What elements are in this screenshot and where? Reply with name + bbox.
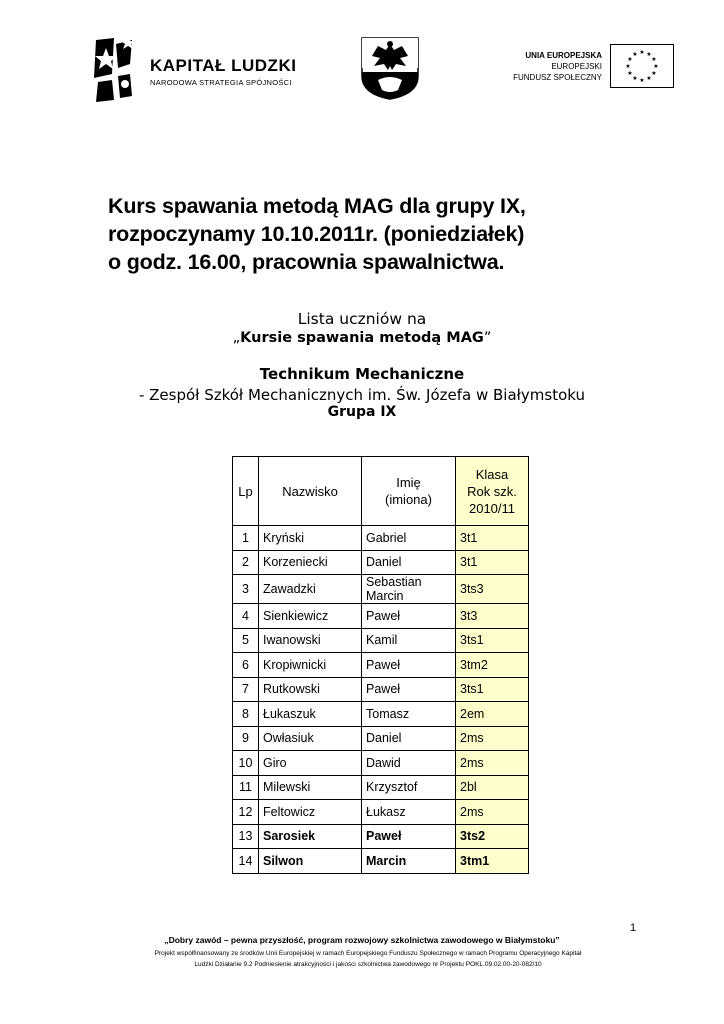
cell-surname: Rutkowski: [259, 677, 362, 702]
svg-text:★: ★: [639, 49, 645, 56]
bialystok-crest-icon: [360, 36, 420, 100]
course-name: Kursie spawania metodą MAG: [240, 330, 484, 346]
cell-surname: Sarosiek: [259, 824, 362, 849]
svg-text:★: ★: [632, 75, 638, 82]
list-heading: Lista uczniów na: [297, 310, 427, 328]
title-line-3: o godz. 16.00, pracownia spawalnictwa.: [108, 250, 505, 274]
cell-lp: 10: [233, 751, 259, 776]
cell-lp: 12: [233, 800, 259, 825]
cell-first-name: Paweł: [362, 824, 456, 849]
table-row: [233, 702, 529, 727]
svg-text:★: ★: [651, 70, 657, 77]
eu-line-2: EUROPEJSKI: [551, 62, 602, 71]
cell-first-name: Tomasz: [362, 702, 456, 727]
footer-line-1: Projekt współfinansowany ze środków Unii Europejskiej w ramach Europejskiego Funduszu Społecznego w ramach Programu Operacyjnego Kapitał: [154, 950, 582, 957]
kapital-ludzki-emblem-icon: [92, 34, 148, 104]
table-row: [233, 604, 529, 629]
eu-line-3: FUNDUSZ SPOŁECZNY: [513, 73, 602, 82]
footer-line-2: Ludzki Działanie 9.2 Podniesienie atrakcyjności i jakości szkolnictwa zawodowego nr Projektu POKL.09.02.00-20-082/10: [194, 961, 542, 968]
kapital-ludzki-title: KAPITAŁ LUDZKI: [150, 56, 297, 75]
cell-surname: Milewski: [259, 775, 362, 800]
header-first-name: [362, 457, 456, 526]
cell-class: 2em: [456, 702, 529, 727]
cell-first-name: Paweł: [362, 653, 456, 678]
cell-class: 3tm2: [456, 653, 529, 678]
table-row: [233, 824, 529, 849]
cell-first-name: Marcin: [362, 849, 456, 874]
cell-surname: Zawadzki: [259, 575, 362, 604]
svg-text:★: ★: [627, 56, 633, 63]
cell-class: 3t1: [456, 550, 529, 575]
cell-lp: 14: [233, 849, 259, 874]
cell-first-name: Dawid: [362, 751, 456, 776]
table-row: [233, 526, 529, 551]
title-line-2: rozpoczynamy 10.10.2011r. (poniedziałek): [108, 222, 525, 246]
header-surname: Nazwisko: [259, 457, 362, 526]
header-class: [456, 457, 529, 526]
cell-first-name: Gabriel: [362, 526, 456, 551]
table-row: [233, 628, 529, 653]
table-row: [233, 550, 529, 575]
cell-surname: Korzeniecki: [259, 550, 362, 575]
cell-surname: Owłasiuk: [259, 726, 362, 751]
cell-surname: Feltowicz: [259, 800, 362, 825]
cell-first-name: Paweł: [362, 677, 456, 702]
table-row: [233, 775, 529, 800]
course-heading: [0, 330, 724, 346]
page-number: 1: [630, 922, 637, 934]
eu-line-1: UNIA EUROPEJSKA: [525, 51, 602, 60]
svg-text:★: ★: [653, 63, 659, 70]
cell-lp: 11: [233, 775, 259, 800]
page-title: [108, 192, 628, 276]
cell-lp: 9: [233, 726, 259, 751]
cell-lp: 6: [233, 653, 259, 678]
eu-text-block: [478, 50, 602, 83]
cell-surname: Kropiwnicki: [259, 653, 362, 678]
cell-lp: 1: [233, 526, 259, 551]
cell-class: 3t3: [456, 604, 529, 629]
cell-lp: 13: [233, 824, 259, 849]
cell-first-name: Daniel: [362, 550, 456, 575]
header-first-name-line-1: Imię: [396, 475, 421, 490]
footer-slogan: „Dobry zawód – pewna przyszłość, program rozwojowy szkolnictwa zawodowego w Białymstoku”: [164, 935, 560, 945]
cell-surname: Iwanowski: [259, 628, 362, 653]
title-line-1: Kurs spawania metodą MAG dla grupy IX,: [108, 194, 526, 218]
table-body: [233, 526, 529, 874]
cell-class: 3tm1: [456, 849, 529, 874]
cell-class: 2ms: [456, 751, 529, 776]
students-table: [232, 456, 529, 874]
cell-class: 3ts1: [456, 628, 529, 653]
header-class-line-2: Rok szk.: [467, 483, 517, 499]
group-name: Grupa IX: [327, 404, 397, 420]
svg-text:★: ★: [639, 77, 645, 84]
cell-lp: 8: [233, 702, 259, 727]
cell-lp: 4: [233, 604, 259, 629]
cell-class: 3ts1: [456, 677, 529, 702]
header-class-line-1: Klasa: [475, 466, 509, 482]
cell-class: 3t1: [456, 526, 529, 551]
cell-class: 2ms: [456, 800, 529, 825]
cell-first-name-line-1: Sebastian: [366, 575, 422, 589]
cell-lp: 7: [233, 677, 259, 702]
cell-first-name: Daniel: [362, 726, 456, 751]
cell-first-name: Krzysztof: [362, 775, 456, 800]
school-complex-name: - Zespół Szkół Mechanicznych im. Św. Józefa w Białymstoku: [138, 386, 586, 404]
svg-text:★: ★: [646, 51, 652, 58]
table-row: [233, 575, 529, 604]
table-row: [233, 800, 529, 825]
cell-surname: Łukaszuk: [259, 702, 362, 727]
table-row: [233, 751, 529, 776]
svg-text:★: ★: [651, 56, 657, 63]
school-name: Technikum Mechaniczne: [259, 365, 465, 383]
table-row: [233, 849, 529, 874]
cell-lp: 2: [233, 550, 259, 575]
cell-first-name-line-2: Marcin: [366, 589, 404, 603]
cell-class: 3ts2: [456, 824, 529, 849]
course-quote-open: „: [232, 330, 241, 346]
cell-class: 3ts3: [456, 575, 529, 604]
table-row: [233, 653, 529, 678]
cell-surname: Giro: [259, 751, 362, 776]
table-row: [233, 726, 529, 751]
cell-first-name: Łukasz: [362, 800, 456, 825]
svg-text:★: ★: [625, 63, 631, 70]
cell-surname: Sienkiewicz: [259, 604, 362, 629]
header-lp: Lp: [233, 457, 259, 526]
svg-text:★: ★: [646, 75, 652, 82]
eu-flag-icon: [610, 44, 674, 88]
header-class-line-3: 2010/11: [468, 500, 516, 516]
svg-text:★: ★: [627, 70, 633, 77]
cell-first-name: Paweł: [362, 604, 456, 629]
table-header-row: [233, 457, 529, 526]
course-quote-close: ”: [483, 330, 492, 346]
cell-class: 2ms: [456, 726, 529, 751]
cell-first-name: [362, 575, 456, 604]
kapital-ludzki-subtitle: NARODOWA STRATEGIA SPÓJNOŚCI: [150, 78, 292, 87]
cell-surname: Silwon: [259, 849, 362, 874]
cell-class: 2bl: [456, 775, 529, 800]
cell-lp: 3: [233, 575, 259, 604]
table-row: [233, 677, 529, 702]
footer-funding-note: [108, 948, 628, 970]
cell-first-name: Kamil: [362, 628, 456, 653]
svg-text:★: ★: [632, 51, 638, 58]
kapital-ludzki-logo: [92, 34, 297, 104]
cell-surname: Kryński: [259, 526, 362, 551]
header-first-name-line-2: (imiona): [385, 492, 432, 507]
cell-lp: 5: [233, 628, 259, 653]
